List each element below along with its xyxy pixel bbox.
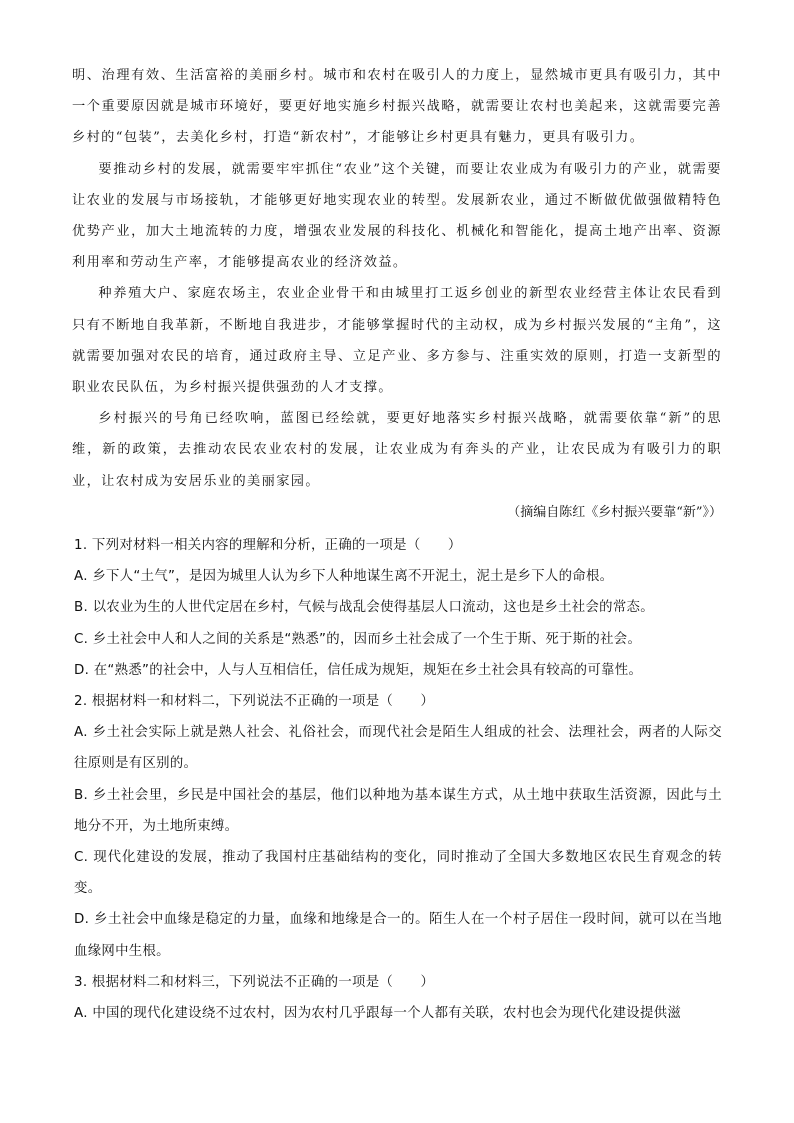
passage-paragraph: 乡村振兴的号角已经吹响，蓝图已经绘就，要更好地落实乡村振兴战略，就需要依靠“新”的思维，新的政策，去推动农民农业农村的发展，让农业成为有奔头的产业，让农民成为有吸引力的职业，让农村成为安居乐业的美丽家园。 xyxy=(72,411,722,489)
question-list xyxy=(74,530,722,1029)
question-3-stem: 3. 根据材料二和材料三，下列说法不正确的一项是（ ） xyxy=(74,974,435,990)
question-1-option-b: B. 以农业为生的人世代定居在乡村，气候与战乱会使得基层人口流动，这也是乡土社会的常态。 xyxy=(74,600,654,616)
question-1-option-d: D. 在“熟悉”的社会中，人与人互相信任，信任成为规矩，规矩在乡土社会具有较高的可靠性。 xyxy=(74,662,643,678)
question-3-option-a: A. 中国的现代化建设绕不过农村，因为农村几乎跟每一个人都有关联，农村也会为现代化建设提供滋 xyxy=(74,1006,682,1022)
passage-paragraph: 明、治理有效、生活富裕的美丽乡村。城市和农村在吸引人的力度上，显然城市更具有吸引力，其中一个重要原因就是城市环境好，要更好地实施乡村振兴战略，就需要让农村也美起来，这就需要完善乡村的“包装”，去美化乡村，打造“新农村”，才能够让乡村更具有魅力，更具有吸引力。 xyxy=(72,68,722,146)
question-1-option-c: C. 乡土社会中人和人之间的关系是“熟悉”的，因而乡土社会成了一个生于斯、死于斯的社会。 xyxy=(74,631,642,647)
passage-paragraph: 种养殖大户、家庭农场主，农业企业骨干和由城里打工返乡创业的新型农业经营主体让农民看到只有不断地自我革新，不断地自我进步，才能够掌握时代的主动权，成为乡村振兴发展的“主角”，这就需要加强对农民的培育，通过政府主导、立足产业、多方参与、注重实效的原则，打造一支新型的职业农民队伍，为乡村振兴提供强劲的人才支撑。 xyxy=(72,286,722,396)
reading-passage xyxy=(72,60,722,497)
question-2-stem: 2. 根据材料一和材料二，下列说法不正确的一项是（ ） xyxy=(74,694,435,710)
question-2-option-a: A. 乡土社会实际上就是熟人社会、礼俗社会，而现代社会是陌生人组成的社会、法理社会，两者的人际交往原则是有区别的。 xyxy=(74,725,722,772)
question-2-option-b: B. 乡土社会里，乡民是中国社会的基层，他们以种地为基本谋生方式，从土地中获取生活资源，因此与土地分不开，为土地所束缚。 xyxy=(74,787,722,834)
passage-source: （摘编自陈红《乡村振兴要靠“新”》） xyxy=(507,505,722,520)
question-2-option-c: C. 现代化建设的发展，推动了我国村庄基础结构的变化，同时推动了全国大多数地区农民生育观念的转变。 xyxy=(74,850,722,897)
question-1-stem: 1. 下列对材料一相关内容的理解和分析，正确的一项是（ ） xyxy=(74,538,462,553)
question-2-option-d: D. 乡土社会中血缘是稳定的力量，血缘和地缘是合一的。陌生人在一个村子居住一段时间，就可以在当地血缘网中生根。 xyxy=(74,912,722,959)
passage-paragraph: 要推动乡村的发展，就需要牢牢抓住“农业”这个关键，而要让农业成为有吸引力的产业，就需要让农业的发展与市场接轨，才能够更好地实现农业的转型。发展新农业，通过不断做优做强做精特色优势产业，加大土地流转的力度，增强农业发展的科技化、机械化和智能化，提高土地产出率、资源利用率和劳动生产率，才能够提高农业的经济效益。 xyxy=(72,161,722,271)
question-1-option-a: A. 乡下人“土气”，是因为城里人认为乡下人种地谋生离不开泥土，泥土是乡下人的命根。 xyxy=(74,569,614,585)
